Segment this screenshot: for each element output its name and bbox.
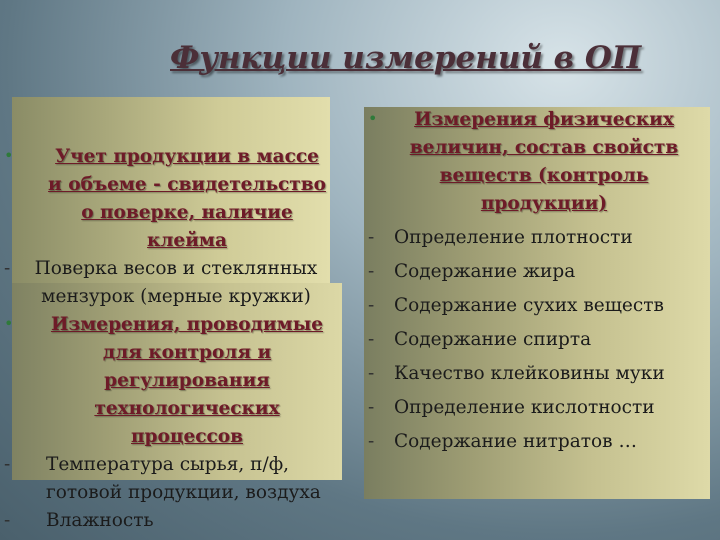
list-item [364,292,694,320]
list-item-text: Измерения, проводимые для контроля и регулирования технологических процессов [50,314,324,447]
dash-marker: - [4,510,11,531]
list-item-text: Качество клейковины муки [394,363,665,384]
dash-marker: - [368,227,375,248]
list-item [364,326,694,354]
list-item [364,394,694,422]
list-item [364,360,694,388]
dash-marker: - [368,295,375,316]
list-item-text: Учет продукции в массе и объеме - свидетельство о поверке, наличие клейма [48,146,326,251]
bullet-icon: • [4,314,14,333]
dash-marker: - [368,431,375,452]
list-item-text: Температура сырья, п/ф, готовой продукции, воздуха [46,454,321,503]
bullet-icon: • [4,146,14,165]
list-item-text: Содержание жира [394,261,576,282]
dash-marker: - [368,329,375,350]
list-item-text: Определение кислотности [394,397,655,418]
list-item [0,507,328,535]
list-item-text: Поверка весов и стеклянных мензурок (мерные кружки) [34,258,318,307]
list-item-text: Содержание сухих веществ [394,295,664,316]
list-item [364,258,694,286]
list-item [0,311,328,451]
dash-marker: - [368,397,375,418]
list-item [0,255,328,311]
list-item-text: Определение плотности [394,227,633,248]
list-item-text: Содержание спирта [394,329,592,350]
list-item-text: Содержание нитратов … [394,431,637,452]
bullet-icon: • [368,109,378,128]
list-item [0,451,328,507]
dash-marker: - [4,258,11,279]
right-list [364,106,694,456]
list-item [0,143,328,255]
list-item [364,428,694,456]
list-item [364,106,694,218]
dash-marker: - [368,261,375,282]
slide-title: Функции измерений в ОП [170,40,642,76]
list-item [364,224,694,252]
left-list [0,143,328,535]
dash-marker: - [368,363,375,384]
list-item-text: Влажность [46,510,154,531]
dash-marker: - [4,454,11,475]
list-item-text: Измерения физических величин, состав свойств веществ (контроль продукции) [409,109,679,214]
